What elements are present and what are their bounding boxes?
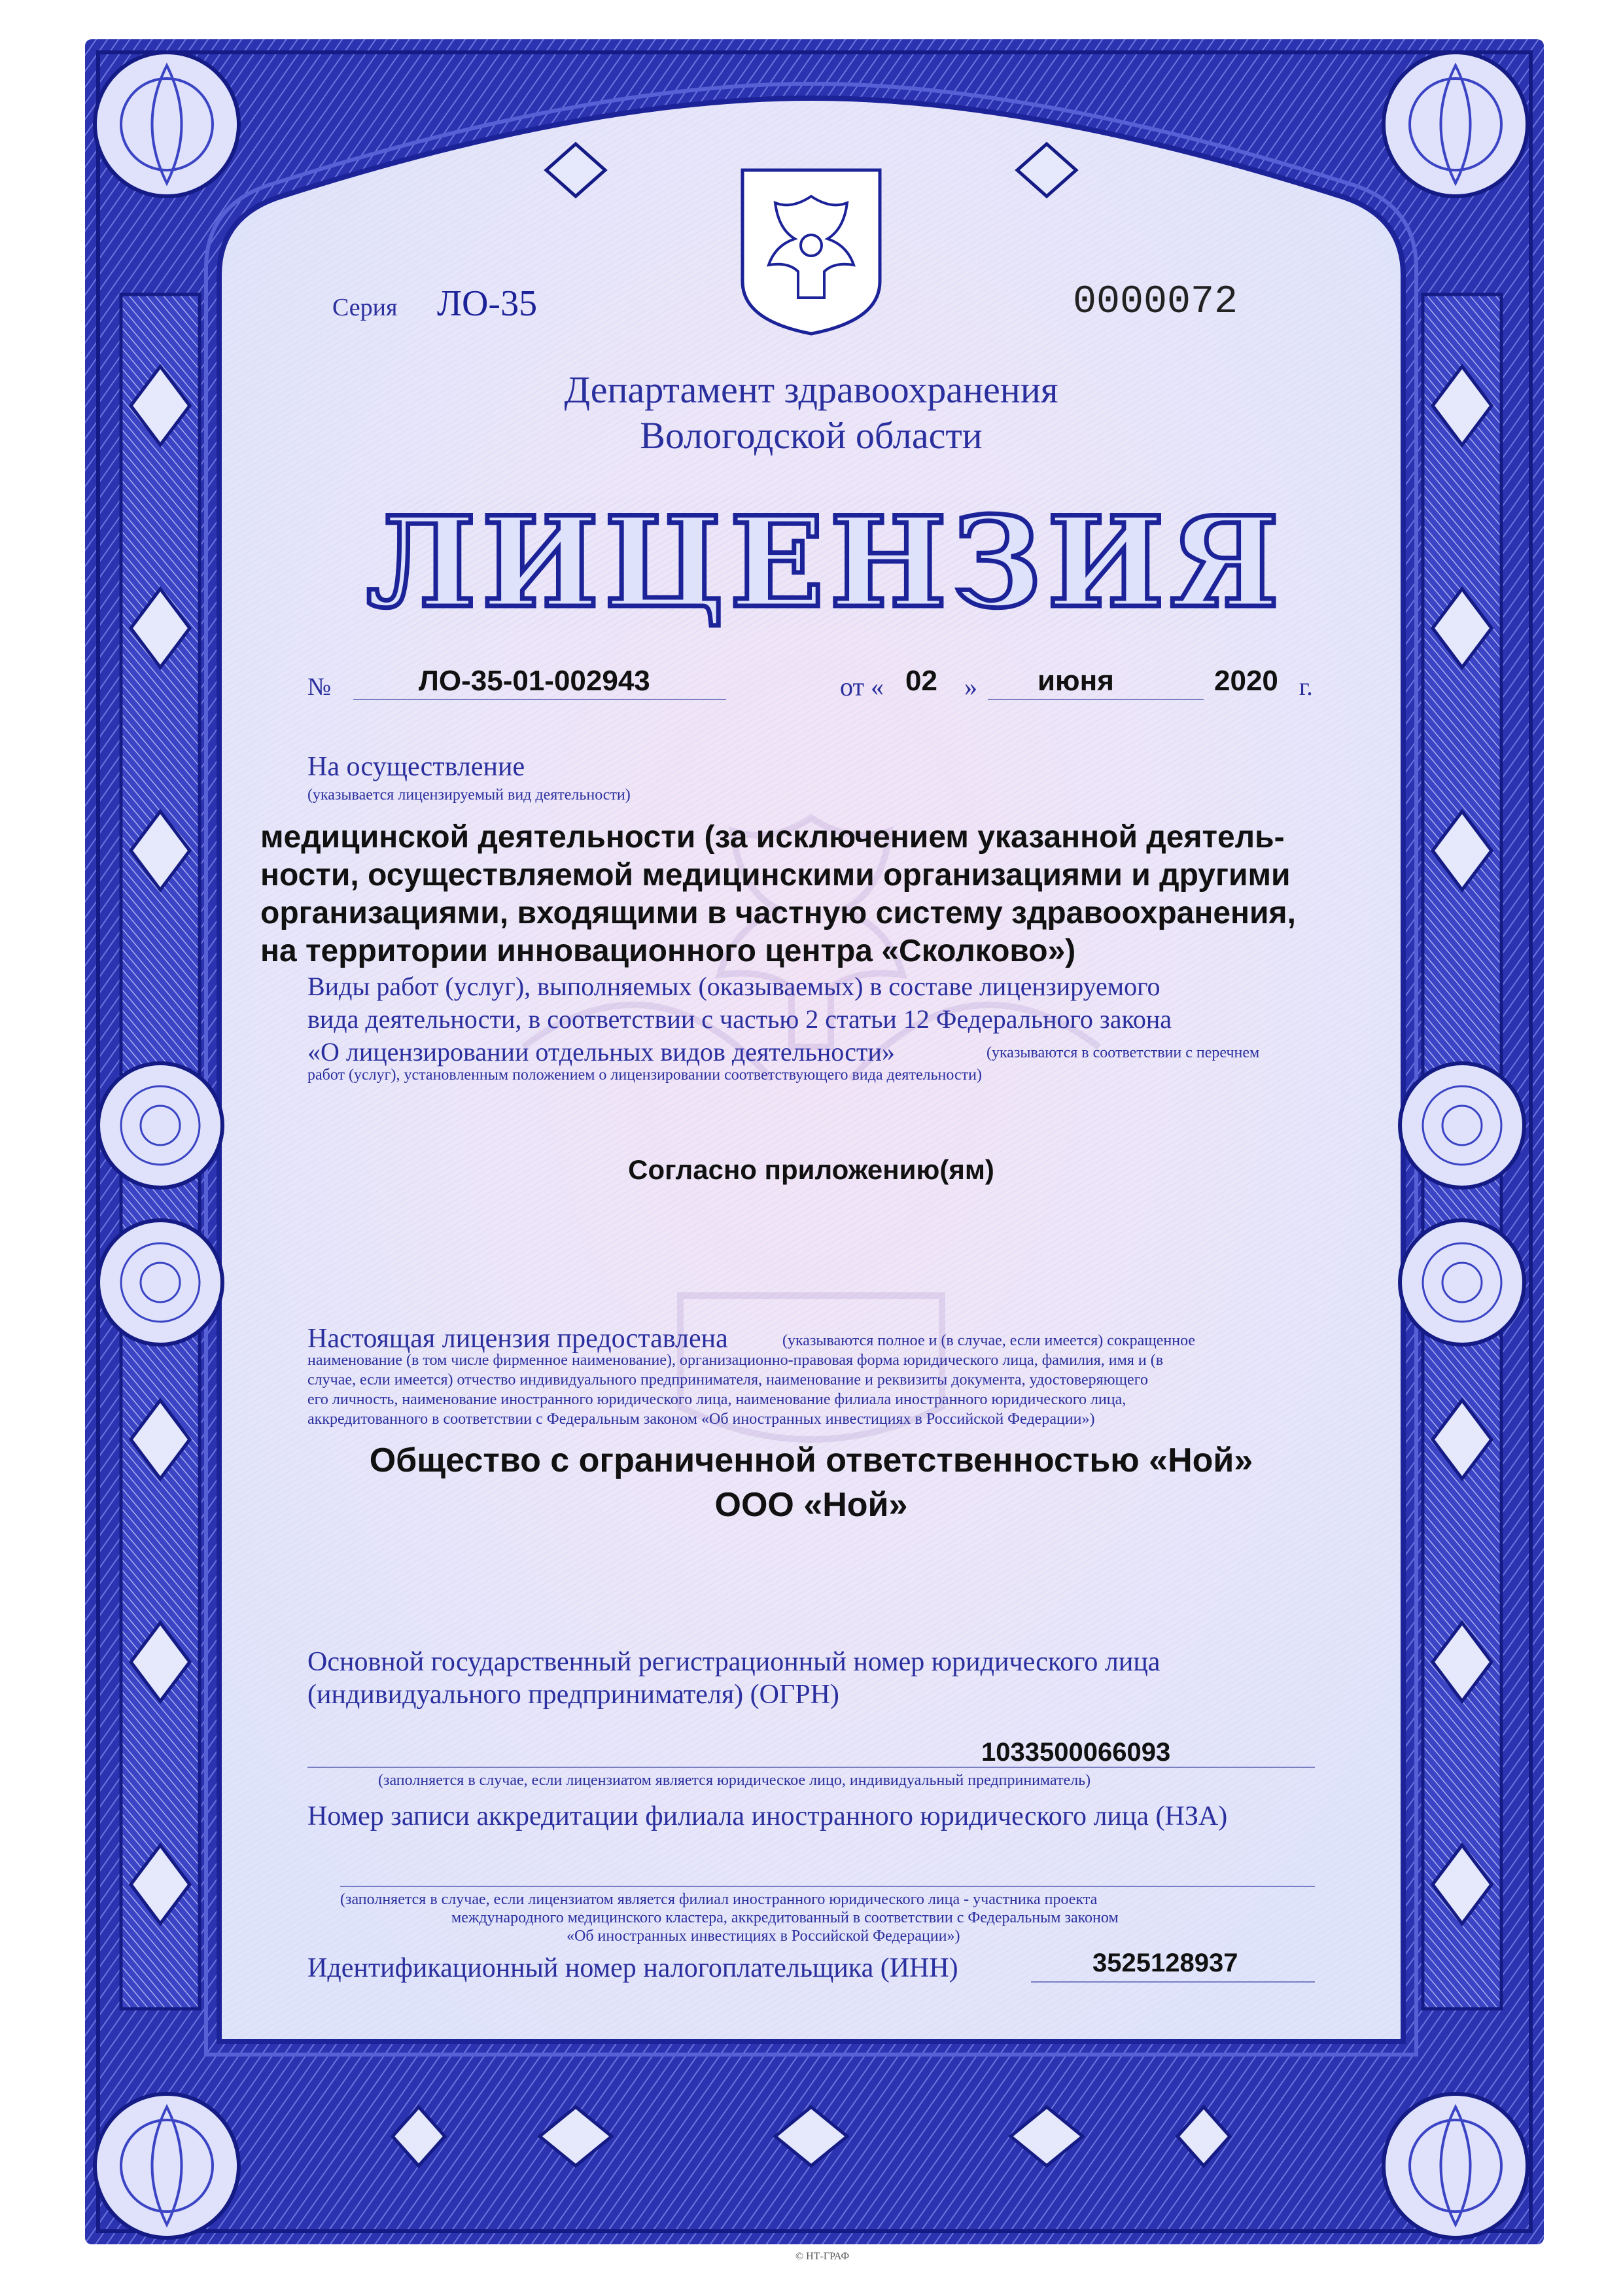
nza-hint-1: (заполняется в случае, если лицензиатом является филиал иностранного юридического лица - участника проекта [340,1891,1098,1908]
series-value: ЛО-35 [437,283,538,324]
licensee-hint-5: аккредитованного в соответствии с Федеральным законом «Об иностранных инвестициях в Российской Федерации») [307,1411,1095,1428]
month-underline [988,699,1204,700]
date-quote-close: » [964,672,977,701]
date-day: 02 [905,665,937,697]
printer-imprint: © НТ-ГРАФ [795,2251,850,2262]
licensee-full-name: Общество с ограниченной ответственностью «Ной» [369,1441,1253,1479]
issuer-line-2: Вологодской области [640,414,983,457]
date-year: 2020 [1214,665,1278,697]
activity-line-2: ности, осуществляемой медицинскими организациями и другими [260,858,1291,892]
ogrn-label-2: (индивидуального предпринимателя) (ОГРН) [307,1680,839,1710]
activity-hint: (указывается лицензируемый вид деятельности) [307,786,631,804]
works-line-4-hint: работ (услуг), установленным положением о лицензировании соответствующего вида деятельности) [307,1067,982,1084]
works-line-1: Виды работ (услуг), выполняемых (оказываемых) в составе лицензируемого [307,972,1161,1001]
ogrn-value: 1033500066093 [981,1738,1171,1767]
inn-value: 3525128937 [1092,1949,1238,1977]
series-label: Серия [332,294,398,321]
licensee-hint-1: (указываются полное и (в случае, если имеется) сокращенное [782,1332,1196,1349]
licensee-hint-3: случае, если имеется) отчество индивидуального предпринимателя, наименование и реквизиты документа, удостоверяющего [307,1371,1148,1388]
date-month: июня [1038,665,1114,697]
works-line-2: вида деятельности, в соответствии с частью 2 статьи 12 Федерального закона [307,1004,1172,1034]
blank-number: 0000072 [1073,280,1238,325]
works-line-3-hint: (указываются в соответствии с перечнем [986,1044,1260,1061]
nza-label: Номер записи аккредитации филиала иностранного юридического лица (НЗА) [307,1801,1228,1831]
document-title: ЛИЦЕНЗИЯ [366,489,1285,635]
works-value: Согласно приложению(ям) [628,1154,994,1185]
activity-line-4: на территории инновационного центра «Сколково») [260,934,1076,968]
licensee-label: Настоящая лицензия предоставлена [307,1324,728,1354]
licensee-hint-4: его личность, наименование иностранного юридического лица, наименование филиала иностранного юридического лица, [307,1391,1126,1408]
nza-hint-3: «Об иностранных инвестициях в Российской Федерации») [567,1928,960,1945]
works-line-3: «О лицензировании отдельных видов деятельности» [307,1037,895,1067]
number-underline [353,699,726,700]
issuer-line-1: Департамент здравоохранения [564,368,1058,411]
inn-label: Идентификационный номер налогоплательщика (ИНН) [307,1953,958,1983]
year-suffix: г. [1299,673,1313,701]
registration-number: ЛО-35-01-002943 [419,665,650,697]
licensee-short-name: ООО «Ной» [714,1486,908,1524]
nza-underline [340,1886,1315,1887]
nza-hint-2: международного медицинского кластера, аккредитованный в соответствии с Федеральным законом [451,1909,1119,1926]
ogrn-hint: (заполняется в случае, если лицензиатом является юридическое лицо, индивидуальный предприниматель) [378,1772,1091,1789]
licensee-hint-2: наименование (в том числе фирменное наименование), организационно-правовая форма юридического лица, фамилия, имя и (в [307,1352,1164,1369]
ogrn-label-1: Основной государственный регистрационный номер юридического лица [307,1647,1161,1677]
number-label: № [307,673,332,701]
inn-underline [1031,1981,1315,1983]
activity-label: На осуществление [307,752,525,782]
activity-line-3: организациями, входящими в частную систему здравоохранения, [260,896,1296,930]
date-from-label: от « [840,672,884,701]
activity-line-1: медицинской деятельности (за исключением указанной деятель- [260,820,1285,855]
